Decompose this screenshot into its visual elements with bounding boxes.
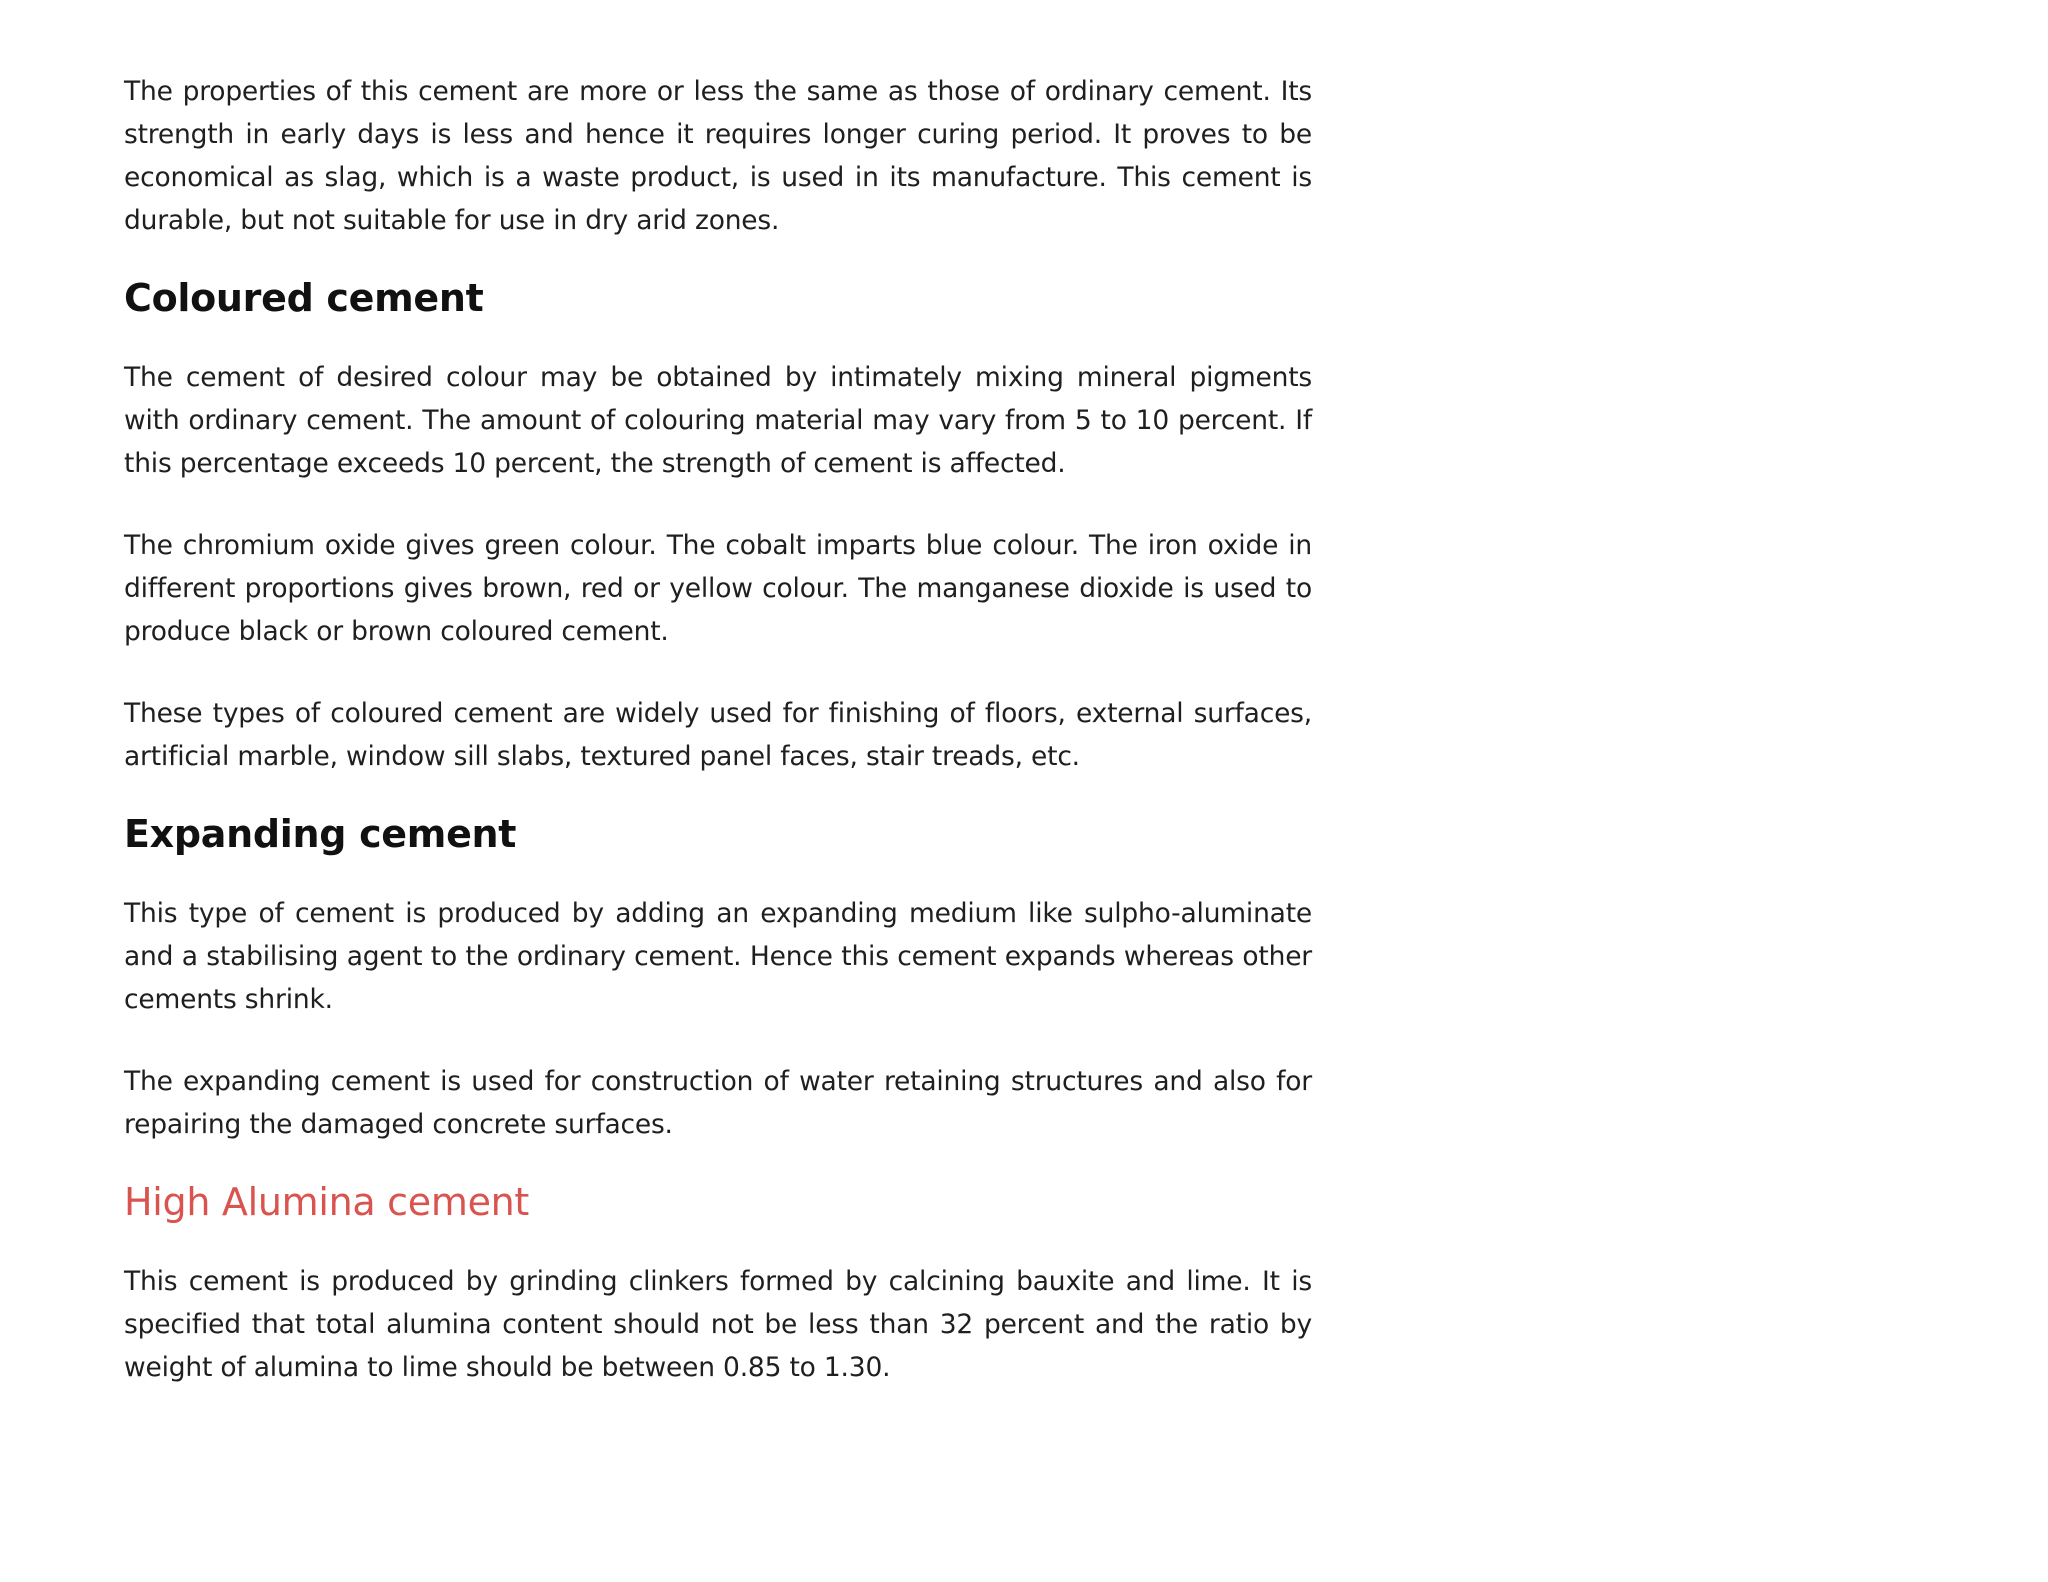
expanding-cement-heading: Expanding cement xyxy=(124,812,517,856)
high-alumina-paragraph-1: This cement is produced by grinding clinkers formed by calcining bauxite and lime. It is specified that total alumina content should not be less than 32 percent and the ratio by weight of alumina to lime should be between 0.85 to 1.30. xyxy=(124,1266,1312,1383)
article-content xyxy=(124,70,1312,1428)
expanding-paragraph-1: This type of cement is produced by adding an expanding medium like sulpho-aluminate and a stabilising agent to the ordinary cement. Hence this cement expands whereas other cements shrink. xyxy=(124,898,1312,1015)
coloured-paragraph-3: These types of coloured cement are widely used for finishing of floors, external surfaces, artificial marble, window sill slabs, textured panel faces, stair treads, etc. xyxy=(124,698,1312,772)
coloured-cement-heading: Coloured cement xyxy=(124,276,484,320)
coloured-paragraph-1: The cement of desired colour may be obtained by intimately mixing mineral pigments with ordinary cement. The amount of colouring material may vary from 5 to 10 percent. If this percentage exceeds 10 percent, the strength of cement is affected. xyxy=(124,362,1312,479)
high-alumina-cement-heading: High Alumina cement xyxy=(124,1180,530,1224)
coloured-paragraph-2: The chromium oxide gives green colour. The cobalt imparts blue colour. The iron oxide in different proportions gives brown, red or yellow colour. The manganese dioxide is used to produce black or brown coloured cement. xyxy=(124,530,1312,647)
intro-paragraph: The properties of this cement are more or less the same as those of ordinary cement. Its strength in early days is less and hence it requires longer curing period. It proves to be economical as slag, which is a waste product, is used in its manufacture. This cement is durable, but not suitable for use in dry arid zones. xyxy=(124,76,1312,236)
expanding-paragraph-2: The expanding cement is used for construction of water retaining structures and also for repairing the damaged concrete surfaces. xyxy=(124,1066,1312,1140)
